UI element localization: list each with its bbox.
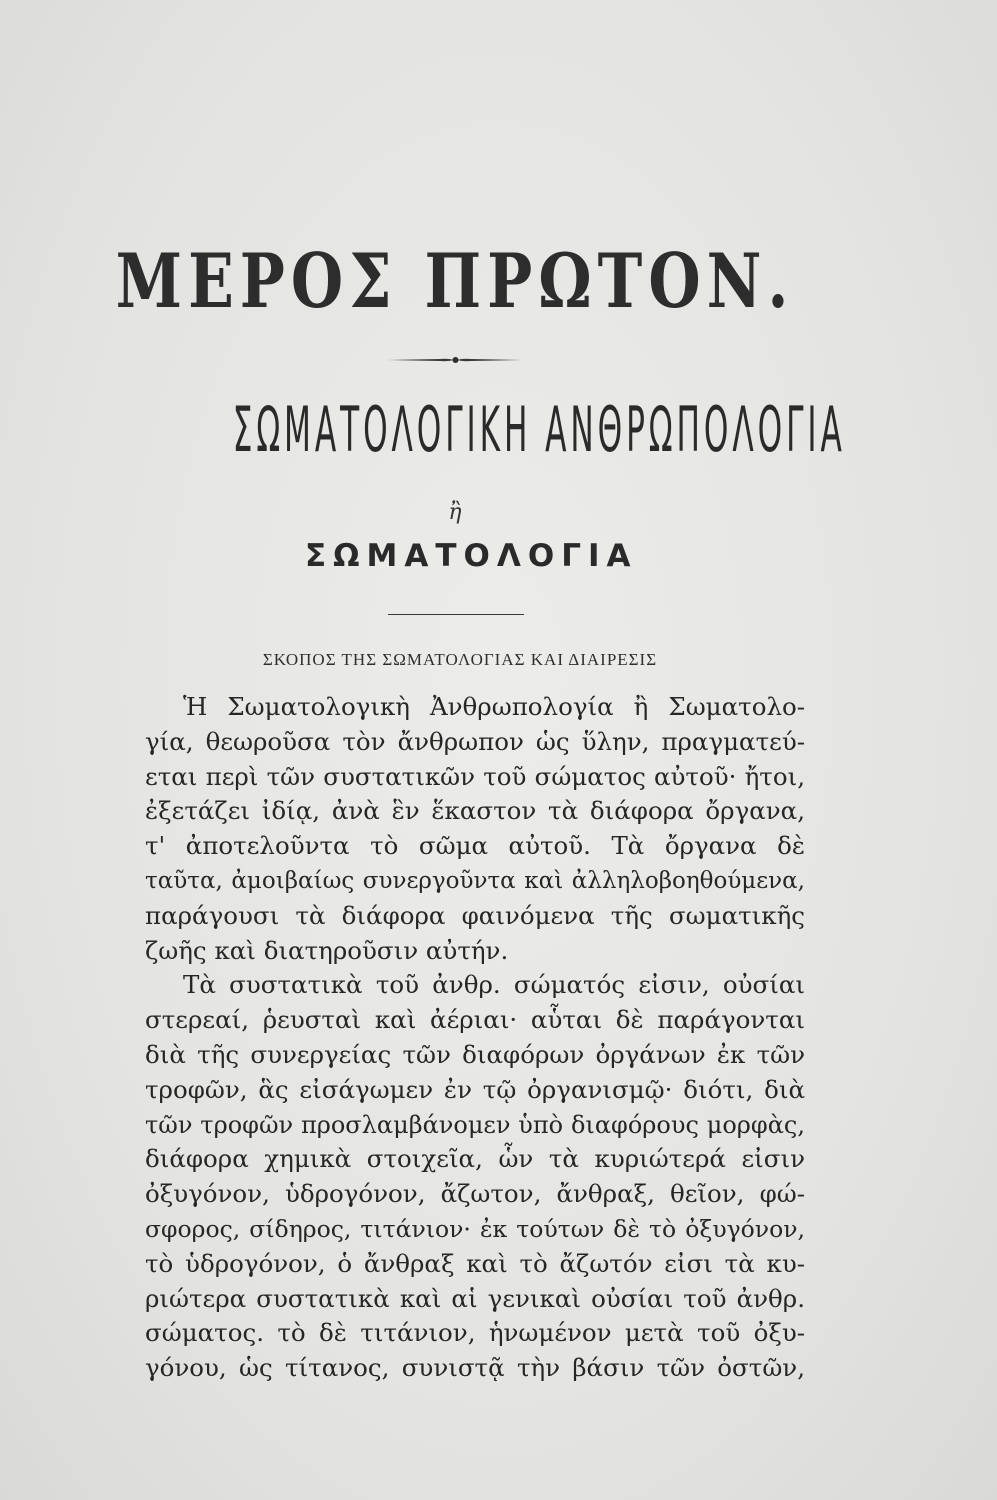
text-line: διὰ τῆς συνεργείας τῶν διαφόρων ὀργάνων ἐκ τῶν — [145, 1039, 805, 1069]
text-line: Ἡ Σωματολογικὴ Ἀνθρωπολογία ἢ Σωματολο- — [183, 692, 805, 721]
text-line: Τὰ συστατικὰ τοῦ ἀνθρ. σώματός εἰσιν, οὐσίαι — [183, 970, 805, 1000]
text-line: τ' ἀποτελοῦντα τὸ σῶμα αὐτοῦ. Τὰ ὄργανα δὲ — [145, 831, 805, 861]
body-text — [145, 690, 805, 1386]
text-line: εται περὶ τῶν συστατικῶν τοῦ σώματος αὐτοῦ· ἤτοι, — [145, 761, 805, 791]
text-line: ζωῆς καὶ διατηροῦσιν αὐτήν. — [145, 935, 509, 965]
part-title: ΜΕΡΟΣ ΠΡΩΤΟΝ. — [115, 238, 795, 326]
text-line: ταῦτα, ἀμοιβαίως συνεργοῦντα καὶ ἀλληλοβοηθούμενα, — [145, 867, 805, 894]
conjunction-text: ἢ — [448, 500, 462, 525]
text-line: γία, θεωροῦσα τὸν ἄνθρωπον ὡς ὕλην, πραγματεύ- — [145, 726, 805, 756]
section-heading: ΣΚΟΠΟΣ ΤΗΣ ΣΩΜΑΤΟΛΟΓΙΑΣ ΚΑΙ ΔΙΑΙΡΕΣΙΣ — [262, 650, 658, 669]
divider-rule — [388, 614, 524, 615]
text-line: σφορος, σίδηρος, τιτάνιον· ἐκ τούτων δὲ τὸ ὀξυγόνον, — [145, 1214, 805, 1243]
text-line: σώματος. τὸ δὲ τιτάνιον, ἡνωμένον μετὰ τοῦ ὀξυ- — [145, 1318, 805, 1348]
text-line: τροφῶν, ἃς εἰσάγωμεν ἐν τῷ ὀργανισμῷ· διότι, διὰ — [145, 1074, 805, 1104]
text-line: ἐξετάζει ἰδίᾳ, ἀνὰ ἓν ἕκαστον τὰ διάφορα ὄργανα, — [145, 796, 805, 826]
text-line: παράγουσι τὰ διάφορα φαινόμενα τῆς σωματικῆς — [145, 900, 805, 930]
text-line: τὸ ὑδρογόνον, ὁ ἄνθραξ καὶ τὸ ἄζωτόν εἰσι τὰ κυ- — [145, 1248, 805, 1278]
sub-heading: ΣΩΜΑΤΟΛΟΓΙΑ — [305, 538, 638, 574]
text-line: ριώτερα συστατικὰ καὶ αἱ γενικαὶ οὐσίαι τοῦ ἀνθρ. — [145, 1283, 805, 1313]
text-line: τῶν τροφῶν προσλαμβάνομεν ὑπὸ διαφόρους μορφὰς, — [145, 1110, 805, 1139]
main-heading: ΣΩΜΑΤΟΛΟΓΙΚΗ ΑΝΘΡΩΠΟΛΟΓΙΑ — [232, 395, 846, 467]
text-line: ὀξυγόνον, ὑδρογόνον, ἄζωτον, ἄνθραξ, θεῖον, φώ- — [145, 1179, 805, 1209]
text-line: γόνου, ὡς τίτανος, συνιστᾷ τὴν βάσιν τῶν ὀστῶν, — [145, 1353, 805, 1383]
divider-ornament — [388, 355, 523, 365]
text-line: στερεαί, ῥευσταὶ καὶ ἀέριαι· αὗται δὲ παράγονται — [145, 1005, 805, 1035]
text-line: διάφορα χημικὰ στοιχεῖα, ὧν τὰ κυριώτερά εἰσιν — [145, 1144, 805, 1174]
